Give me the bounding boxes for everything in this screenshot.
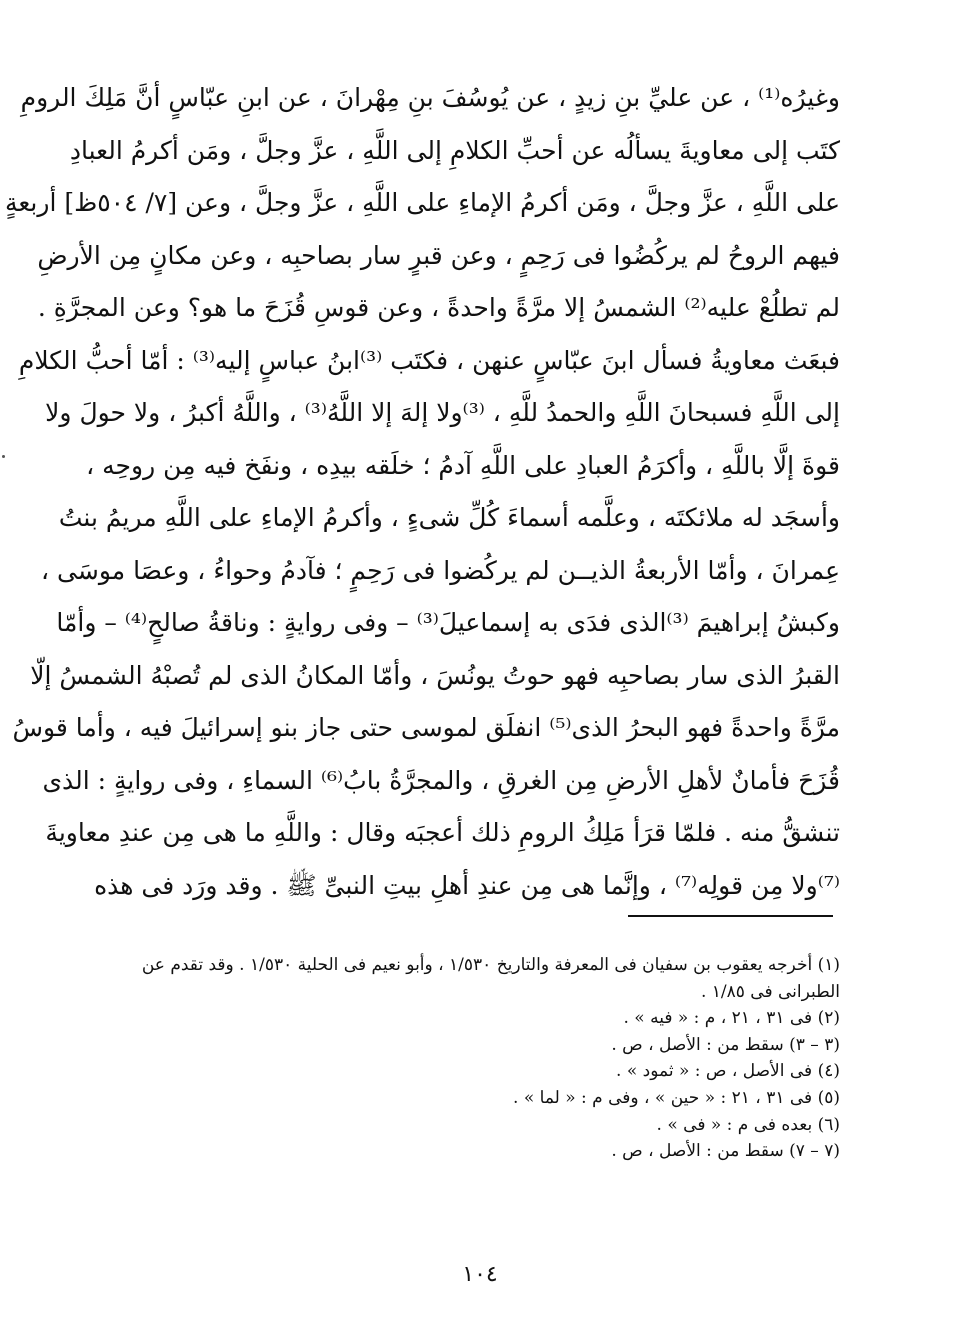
text-line: وكبشُ إبراهيمَ ⁽³⁾الذى فدَى به إسماعيلَ⁽³⁾ – وفى روايةٍ : وناقةُ صالحٍ⁽⁴⁾ – وأمّا: [56, 608, 840, 637]
text-line: وغيرُه⁽¹⁾ ، عن عليِّ بنِ زيدٍ ، عن يُوسُفَ بنِ مِهْرانَ ، عن ابنِ عبّاسٍ أنَّ مَلِكَ الرومِ: [20, 83, 840, 112]
text-line: القبرُ الذى سار بصاحبِه فهو حوتُ يونُسَ ، وأمّا المكانُ الذى لم تُصبْهُ الشمسُ إلّا: [30, 660, 840, 690]
text-line: كتَب إلى معاويةَ يسألُه عن أحبِّ الكلامِ إلى اللَّهِ ، عزَّ وجلَّ ، ومَن أكرمُ العبادِ: [69, 135, 840, 165]
text-line: مرَّةً واحدةً فهو البحرُ الذى⁽⁵⁾ انفلَق لموسى حتى جاز بنو إسرائيلَ فيه ، وأما قوسُ: [12, 713, 840, 742]
text-line: قوةَ إلَّا باللَّهِ ، وأكرَمُ العبادِ على اللَّهِ آدمُ ؛ خلَقه بيدِه ، ونفَخ فيه مِن روحِه ،: [86, 450, 840, 480]
footnote-separator: [628, 915, 833, 917]
text-line: لم تطلُعْ عليه⁽²⁾ الشمسُ إلا مرَّةً واحدةً ، وعن قوسِ قُزَحَ ما هو؟ وعن المجرَّةِ .: [37, 293, 840, 322]
text-line: تنشقُّ منه . فلمّا قرَأ مَلِكُ الرومِ ذلك أعجبَه وقال : واللَّهِ ما هى مِن عندِ معاويةَ: [45, 818, 840, 847]
text-line: على اللَّهِ ، عزَّ وجلَّ ، ومَن أكرمُ الإماءِ على اللَّهِ ، عزَّ وجلَّ ، وعن [٧/ ٥٠٤ظ] أربعةٍ: [4, 188, 840, 217]
text-line: ⁽⁷⁾ولا مِن قولِه⁽⁷⁾ ، وإنَّما هى مِن عندِ أهلِ بيتِ النبىِّ ﷺ . وقد ورَد فى هذه: [94, 870, 840, 900]
footnote-line: (٤) فى الأصل ، ص : « ثمود » .: [616, 1061, 840, 1082]
footnote-line: (٥) فى ٣١ ، ٢١ : « حين » ، وفى م : « لما » .: [513, 1087, 840, 1108]
footnote-line: (١) أخرجه يعقوب بن سفيان فى المعرفة والتاريخ ١/٥٣٠ ، وأبو نعيم فى الحلية ١/٥٣٠ . وقد تقدم عن: [141, 955, 840, 975]
text-line: عِمرانَ ، وأمّا الأربعةُ الذيــن لم يركُضوا فى رَحِمٍ ؛ فآدمُ وحواءُ ، وعصَا موسَى ،: [41, 555, 840, 585]
text-line: قُزَحَ فأمانٌ لأهلِ الأرضِ مِن الغرقِ ، والمجرَّةُ بابُ⁽⁶⁾ السماءِ ، وفى روايةٍ : الذى: [42, 765, 840, 795]
footnote-line: الطبرانى فى ١/٨٥ .: [700, 981, 840, 1002]
page-number: ١٠٤: [462, 1262, 498, 1287]
footnote-line: (٧ – ٧) سقط من : الأصل ، ص .: [611, 1141, 840, 1162]
text-line: إلى اللَّهِ فسبحانَ اللَّهِ والحمدُ للَّهِ ، ⁽³⁾ولا إلهَ إلا اللَّهُ⁽³⁾ ، واللَّهُ أكبرُ ، ولا حولَ ولا: [45, 398, 840, 427]
main-text-block: [4, 72, 840, 912]
footnote-line: (٢) فى ٣١ ، ٢١ ، م : « فيه » .: [623, 1008, 840, 1029]
footnote-line: (٦) بعده فى م : « فى » .: [656, 1114, 840, 1135]
text-line: فبعَث معاويةُ فسأل ابنَ عبّاسٍ عنهن ، فكتَب ⁽³⁾ابنُ عباسٍ إليه⁽³⁾ : أمّا أحبُّ الكلامِ: [18, 345, 840, 375]
scan-speck: [2, 455, 5, 458]
footnote-line: (٣ – ٣) سقط من : الأصل ، ص .: [611, 1034, 840, 1055]
footnotes-block: [110, 952, 840, 1165]
text-line: فيهم الروحُ لم يركُضُوا فى رَحِمٍ ، وعن قبرٍ سار بصاحبِه ، وعن مكانٍ مِن الأرضِ: [37, 240, 840, 270]
text-line: وأسجَد له ملائكتَه ، وعلَّمه أسماءَ كُلِّ شىءٍ ، وأكرمُ الإماءِ على اللَّهِ مريمُ بنتُ: [58, 503, 840, 532]
